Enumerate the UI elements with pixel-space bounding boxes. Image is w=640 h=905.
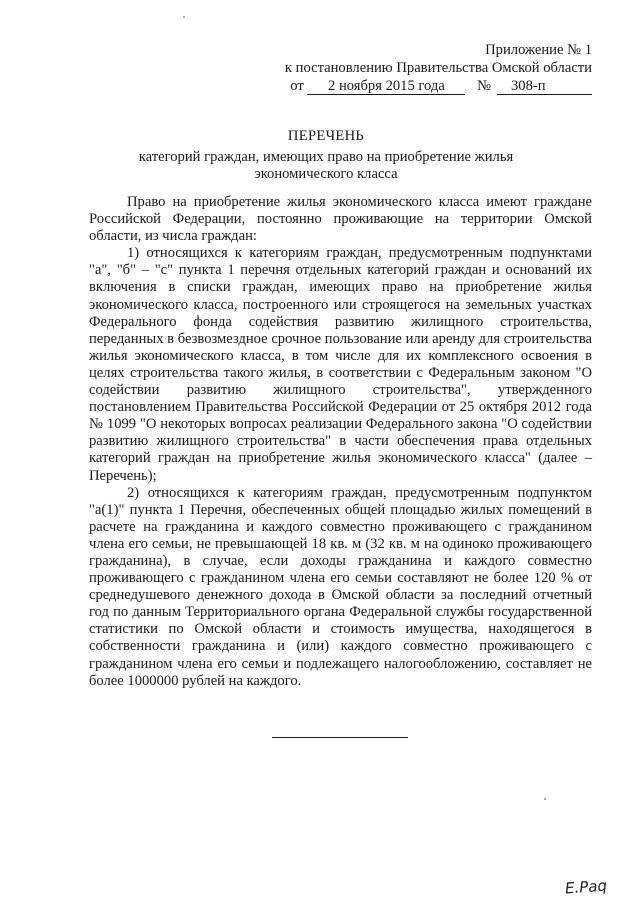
decree-date: 2 ноября 2015 года [307,79,465,95]
intro-paragraph: Право на приобретение жилья экономического класса имеют граждане Российской Федерации, постоянно проживающие на территории Омской области, из числа граждан: [89,194,592,245]
scan-speck [544,798,546,800]
document-subtitle-line2: экономического класса [254,166,398,182]
decree-reference: к постановлению Правительства Омской области [284,60,592,76]
item-2-paragraph: 2) относящихся к категориям граждан, предусмотренным подпунктом "а(1)" пункта 1 Перечня, обеспеченных общей площадью жилых помещений в расчете на гражданина и каждого совместно проживающего с гражданином члена его семьи, не превышающей 18 кв. м (32 кв. м на одиноко проживающего гражданина), в случае, если доходы гражданина и каждого совместно проживающего с гражданином члена его семьи составляют не более 120 % от среднедушевого денежного дохода в Омской области за последний отчетный год по данным Территориального органа Федеральной службы государственной статистики по Омской области и стоимость имущества, находящегося в собственности гражданина и (или) каждого совместно проживающего с гражданином члена его семьи и подлежащего налогообложению, составляет не более 1000000 рублей на каждого. [89,484,592,689]
document-title-block [60,128,592,183]
appendix-label: Приложение № 1 [485,42,592,58]
document-body [89,194,592,690]
number-sign: № [477,78,491,94]
handwritten-mark: Е.Раq [564,876,608,898]
date-prefix: от [290,78,304,94]
decree-date-line [285,77,592,95]
document-title: ПЕРЕЧЕНЬ [287,128,365,144]
scan-speck [183,16,185,18]
end-divider [272,737,408,738]
decree-number: 308-п [497,79,592,95]
appendix-header [285,41,592,95]
document-subtitle-line1: категорий граждан, имеющих право на приобретение жилья [138,149,514,165]
item-1-paragraph: 1) относящихся к категориям граждан, предусмотренным подпунктами "а", "б" – "с" пункта 1 перечня отдельных категорий граждан и оснований их включения в списки граждан, имеющих право на приобретение жилья экономического класса, построенного или строящегося на земельных участках Федерального фонда содействия развитию жилищного строительства, переданных в безвозмездное срочное пользование или аренду для строительства жилья экономического класса, в том числе для их комплексного освоения в целях строительства такого жилья, в соответствии с Федеральным законом "О содействии развитию жилищного строительства", утвержденного постановлением Правительства Российской Федерации от 25 октября 2012 года № 1099 "О некоторых вопросах реализации Федерального закона "О содействии развитию жилищного строительства" в части обеспечения права отдельных категорий граждан на приобретение жилья экономического класса" (далее – Перечень); [89,245,592,484]
